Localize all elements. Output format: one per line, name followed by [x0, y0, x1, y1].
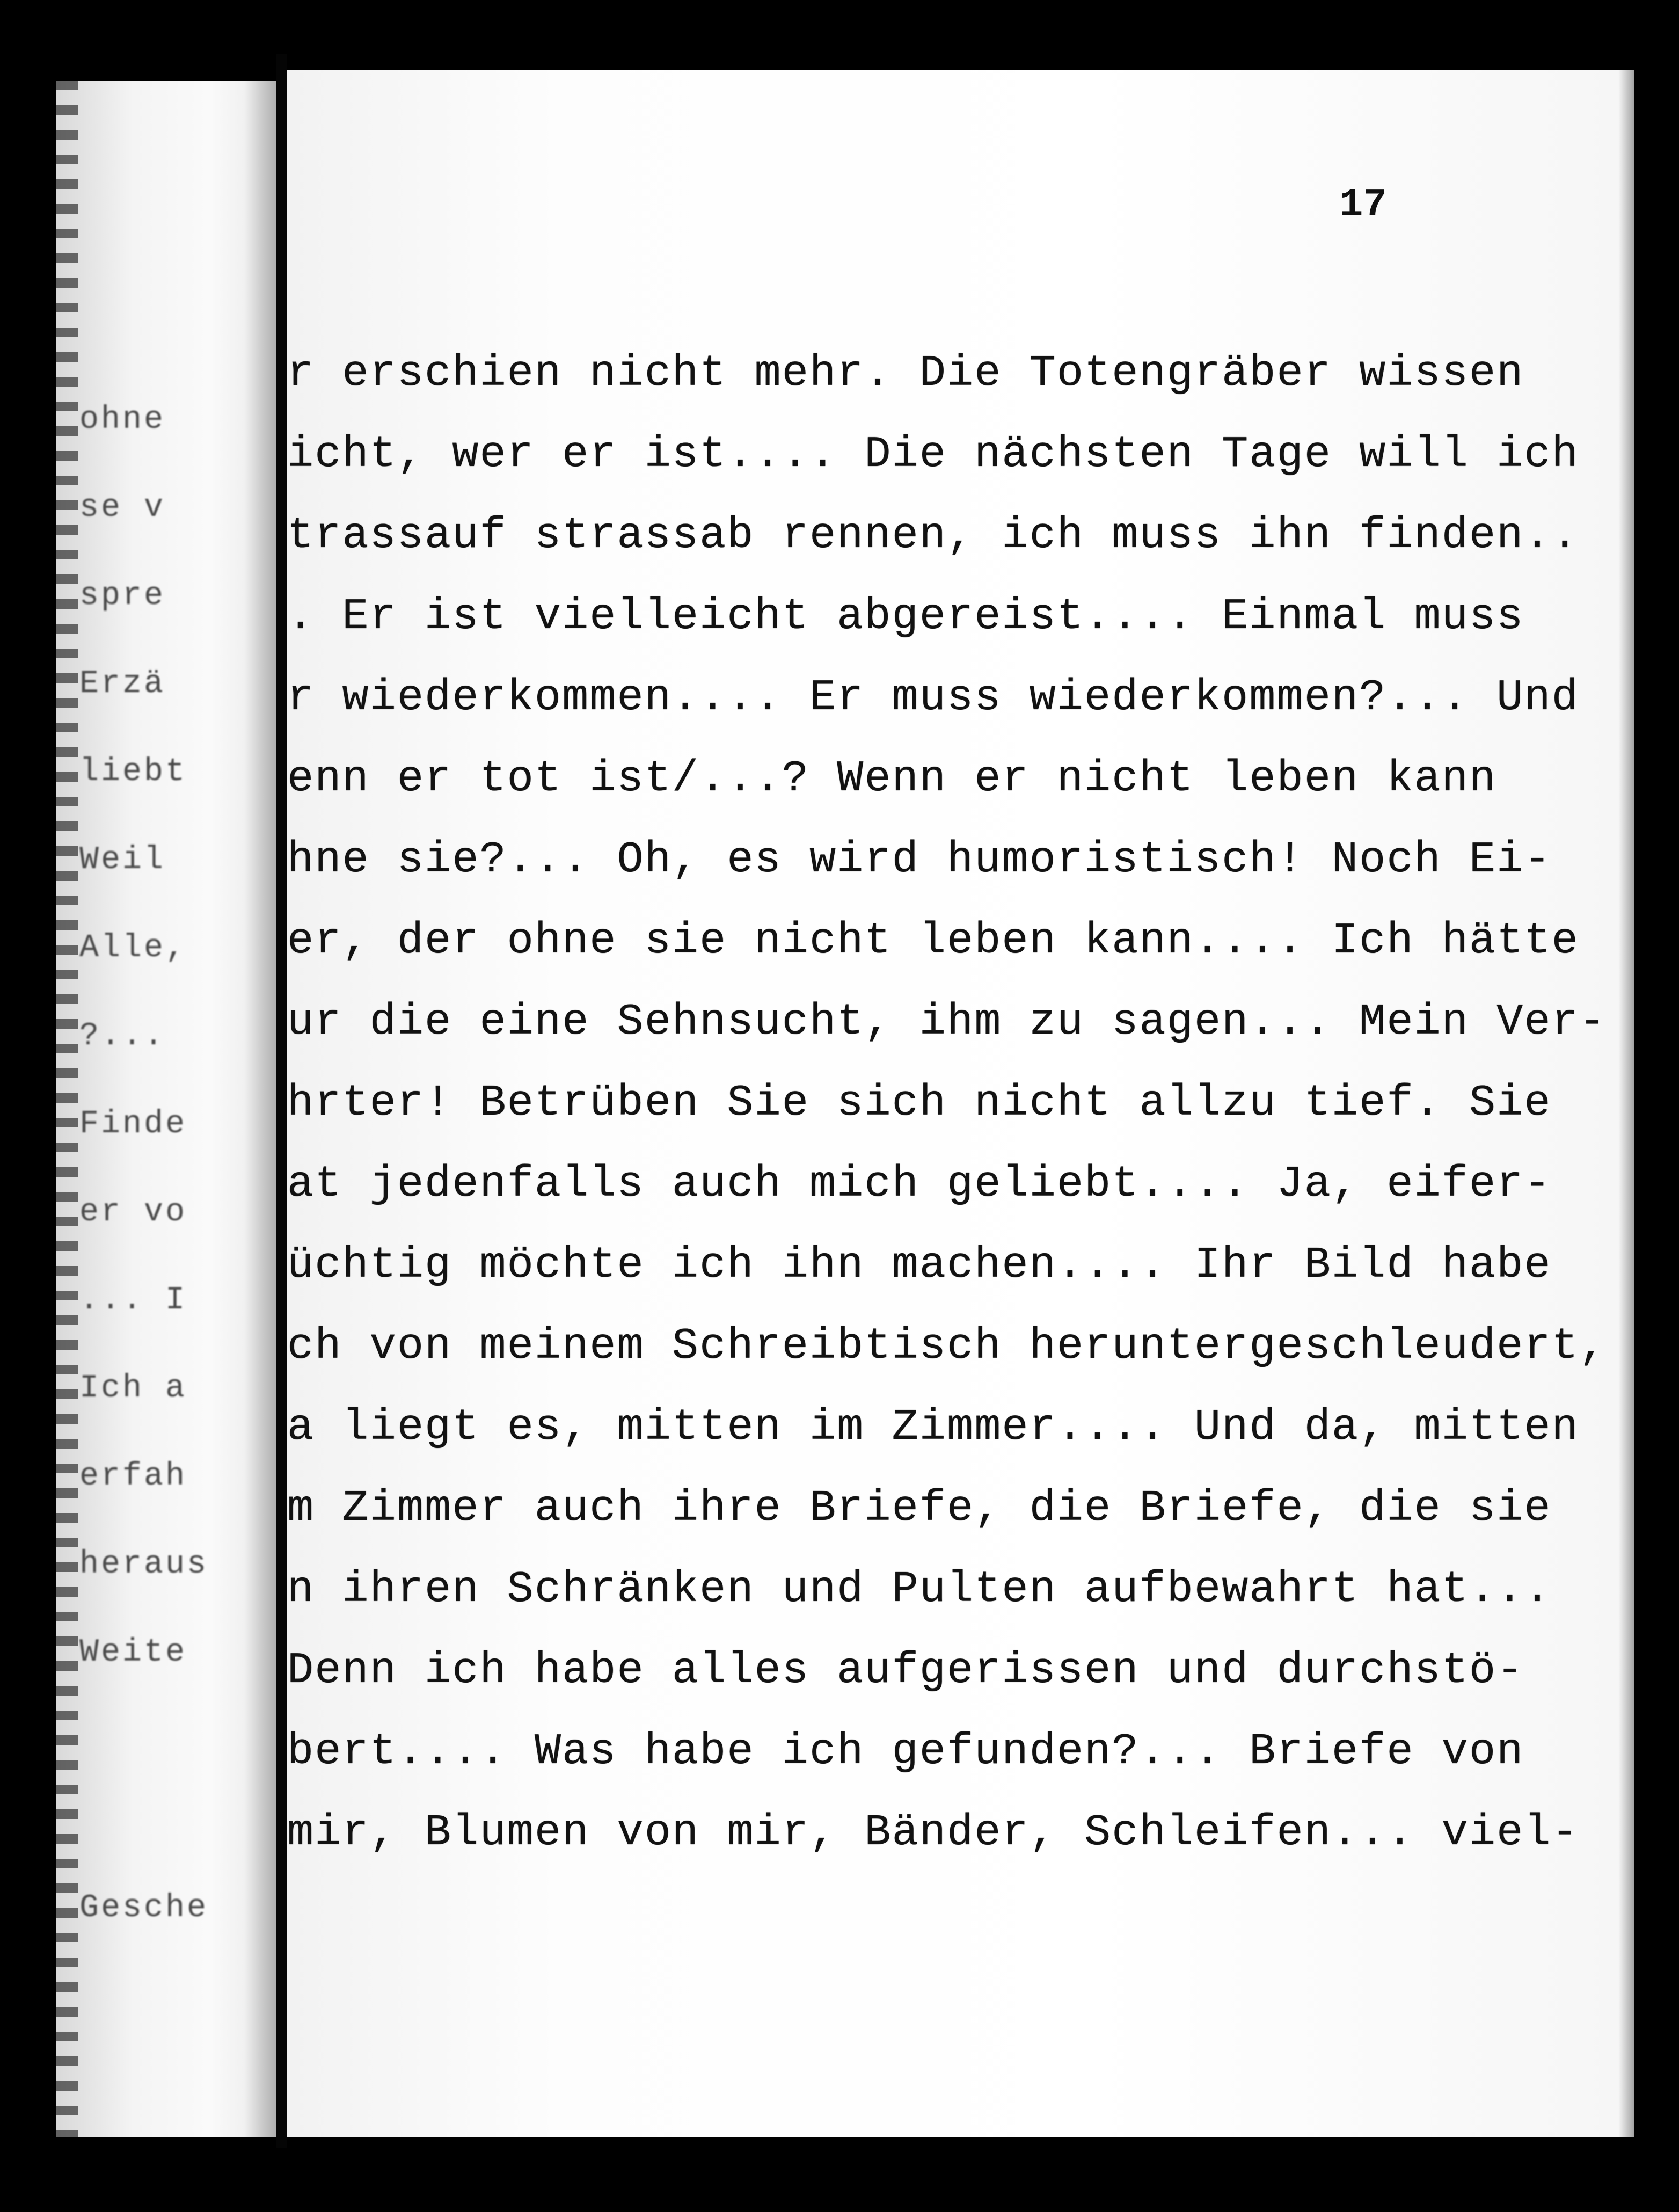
left-page-fragment: erfah — [79, 1458, 187, 1495]
left-page-fragment: Ich a — [79, 1370, 187, 1407]
left-page-fragment: Erzä — [79, 666, 166, 702]
left-page-fragment: ?... — [79, 1018, 166, 1054]
text-line: Denn ich habe alles aufgerissen und durchstö- — [287, 1646, 1524, 1696]
left-page-fragment: heraus — [79, 1546, 209, 1583]
text-line: n ihren Schränken und Pulten aufbewahrt hat... — [287, 1565, 1552, 1614]
typed-text-block — [287, 333, 1608, 1873]
left-page-fragments — [79, 376, 219, 1697]
left-page-fragment: se v — [79, 490, 166, 526]
text-line: hne sie?... Oh, es wird humoristisch! Noch Ei- — [287, 835, 1552, 885]
left-page-fragment: Finde — [79, 1106, 187, 1143]
text-line: mir, Blumen von mir, Bänder, Schleifen... viel- — [287, 1808, 1579, 1858]
text-line: at jedenfalls auch mich geliebt.... Ja, eifer- — [287, 1159, 1552, 1209]
text-line: r wiederkommen.... Er muss wiederkommen?... Und — [287, 673, 1579, 723]
left-page-fragment: spre — [79, 578, 166, 614]
page-edge-shadow — [1618, 70, 1634, 2137]
text-line: m Zimmer auch ihre Briefe, die Briefe, die sie — [287, 1483, 1552, 1533]
text-line: ch von meinem Schreibtisch heruntergeschleudert, — [287, 1321, 1607, 1371]
text-line: er, der ohne sie nicht leben kann.... Ich hätte — [287, 916, 1579, 966]
typed-page — [287, 70, 1634, 2137]
torn-edge — [56, 81, 78, 2137]
text-line: ur die eine Sehnsucht, ihm zu sagen... Mein Ver- — [287, 997, 1607, 1047]
text-line: bert.... Was habe ich gefunden?... Briefe von — [287, 1727, 1524, 1777]
text-line: hrter! Betrüben Sie sich nicht allzu tief. Sie — [287, 1078, 1552, 1128]
left-page-fragment: Weil — [79, 842, 166, 878]
text-line: r erschien nicht mehr. Die Totengräber wissen — [287, 348, 1524, 398]
text-line: trassauf strassab rennen, ich muss ihn finden.. — [287, 511, 1579, 561]
left-page-fragment: Weite — [79, 1634, 187, 1671]
left-page-fragment: Alle, — [79, 930, 187, 966]
left-page-fragment: er vo — [79, 1194, 187, 1231]
left-page-bottom-fragment: Gesche — [79, 1890, 209, 1926]
left-page-fragment: ohne — [79, 402, 166, 438]
page-number: 17 — [1339, 183, 1387, 228]
text-line: enn er tot ist/...? Wenn er nicht leben kann — [287, 754, 1497, 804]
text-line: üchtig möchte ich ihn machen.... Ihr Bild habe — [287, 1240, 1552, 1290]
fold-shadow — [244, 81, 276, 2137]
left-page-fragment: ... I — [79, 1282, 187, 1319]
sheet-gap — [276, 54, 287, 2148]
text-line: icht, wer er ist.... Die nächsten Tage will ich — [287, 430, 1579, 479]
left-page-fragment: liebt — [79, 754, 187, 790]
text-line: . Er ist vielleicht abgereist.... Einmal muss — [287, 592, 1524, 642]
text-line: a liegt es, mitten im Zimmer.... Und da, mitten — [287, 1402, 1579, 1452]
